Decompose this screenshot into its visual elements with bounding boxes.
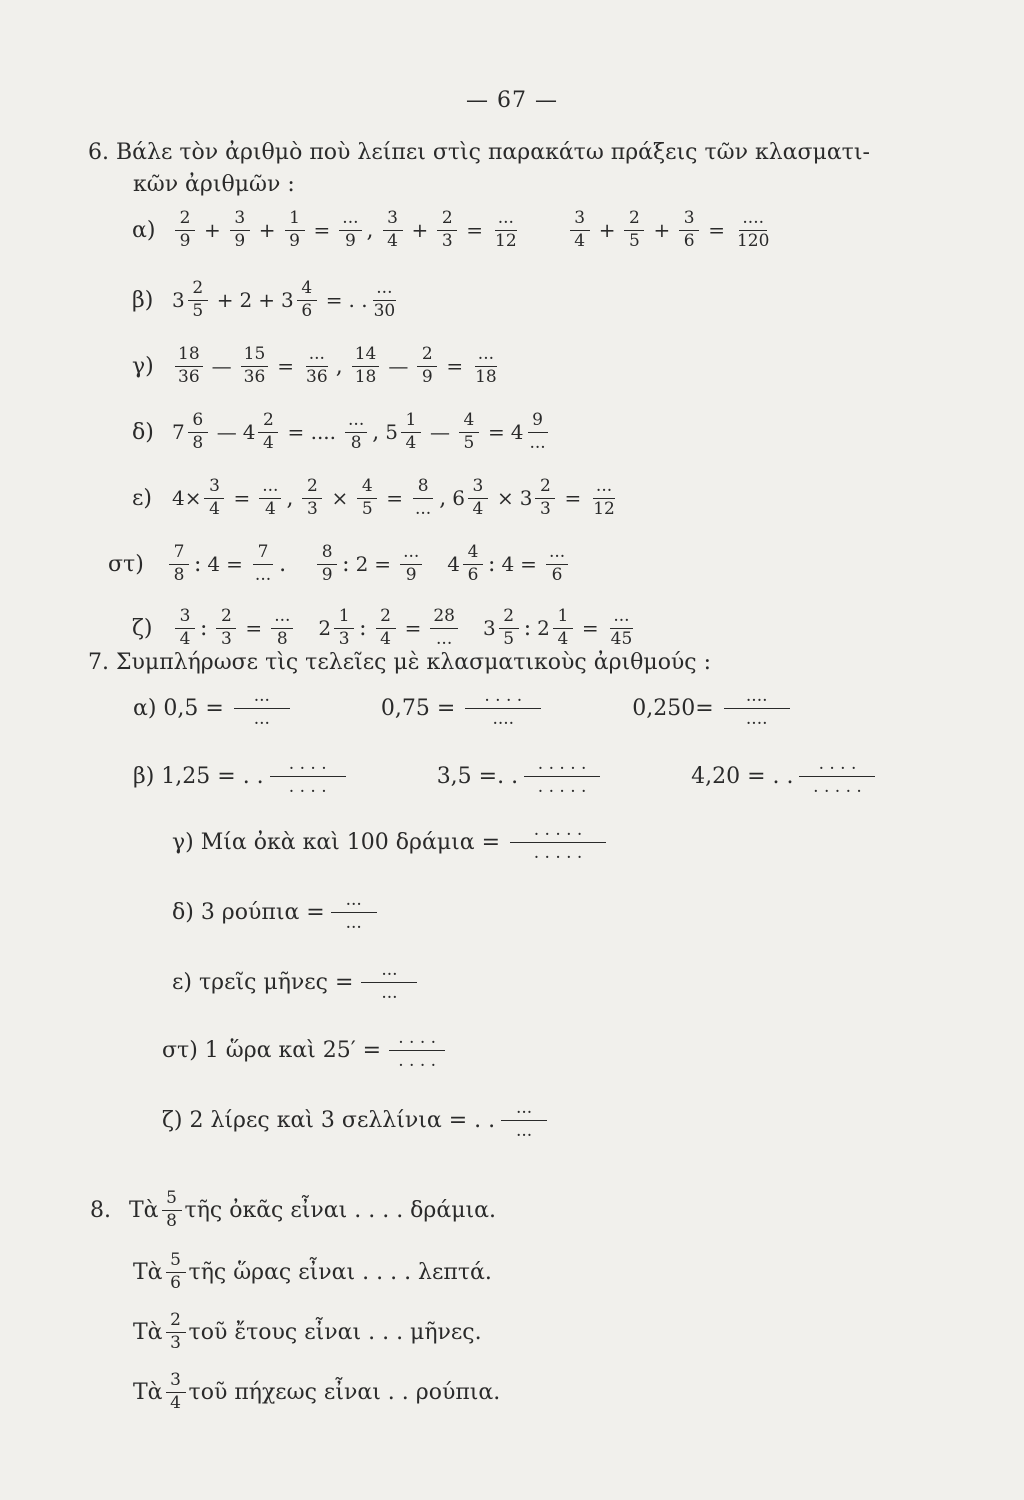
fraction-blank: $\frac{...}{...}$ <box>331 892 377 933</box>
fraction-blank: $\frac{...}{...}$ <box>234 688 290 729</box>
fraction: $\frac{4}{6}$ <box>297 280 317 321</box>
fraction: $\frac{6}{8}$ <box>188 412 208 453</box>
fraction: $\frac{3}{9}$ <box>230 210 250 251</box>
fraction: $\frac{5}{6}$ <box>166 1252 186 1293</box>
fraction: $\frac{2}{3}$ <box>302 478 322 519</box>
fraction-blank: $\frac{...}{45}$ <box>610 606 633 649</box>
fraction: $\frac{18}{36}$ <box>175 346 203 387</box>
fraction-blank: $\frac{. . . .}{....}$ <box>465 688 541 729</box>
fraction-blank: $\frac{...}{30}$ <box>373 278 396 321</box>
page-number: — 67 — <box>466 88 558 113</box>
fraction: $\frac{4}{6}$ <box>463 544 483 585</box>
fraction: $\frac{4}{5}$ <box>459 412 479 453</box>
fraction-blank: $\frac{. . . . .}{. . . . .}$ <box>510 822 606 863</box>
fraction: $\frac{2}{5}$ <box>188 280 208 321</box>
fraction-blank: $\frac{...}{9}$ <box>400 544 422 585</box>
fraction: $\frac{3}{4}$ <box>383 210 403 251</box>
q7-row-d: δ) 3 ρούπια = $\frac{...}{...}$ <box>172 892 380 933</box>
q6-row-z: ζ) $\frac{3}{4}$ : $\frac{2}{3}$ = $\frac{...}{8}$ 2 $\frac{1}{3}$ : $\frac{2}{4}$ = $\frac{28}{...}$ 3 $\frac{2}{5}$ : 2 $\frac{1}{4}$ = $\frac{...}{45}$ <box>132 608 638 649</box>
q6-row-b: β) 3 $\frac{2}{5}$ + 2 + 3 $\frac{4}{6}$ = . . $\frac{...}{30}$ <box>132 280 401 321</box>
fraction: $\frac{8}{9}$ <box>317 544 337 585</box>
fraction: $\frac{5}{8}$ <box>162 1190 182 1231</box>
fraction-blank: $\frac{....}{....}$ <box>724 688 790 729</box>
fraction: $\frac{2}{9}$ <box>417 346 437 387</box>
fraction: $\frac{1}{4}$ <box>553 608 573 649</box>
label-d: δ) <box>132 419 154 445</box>
fraction: $\frac{3}{4}$ <box>468 478 488 519</box>
label-e: ε) <box>132 485 152 511</box>
fraction-blank: $\frac{. . . .}{. . . .}$ <box>270 756 346 797</box>
q6-row-st: στ) $\frac{7}{8}$ : 4 = $\frac{7}{...}$ . $\frac{8}{9}$ : 2 = $\frac{...}{9}$ 4 $\frac{4}{6}$ : 4 = $\frac{...}{6}$ <box>108 544 571 585</box>
q7-row-b: β) 1,25 = . . $\frac{. . . .}{. . . .}$ 3,5 =. . $\frac{. . . . .}{. . . . .}$ 4,20 = . . $\frac{. . . .}{. . . . .}$ <box>133 756 878 797</box>
fraction: $\frac{1}{4}$ <box>401 412 421 453</box>
q7-row-st: στ) 1 ὥρα καὶ 25′ = $\frac{. . . .}{. . . .}$ <box>162 1030 448 1071</box>
fraction: $\frac{2}{4}$ <box>376 608 396 649</box>
fraction-blank: $\frac{. . . .}{. . . . .}$ <box>799 756 875 797</box>
q7-row-z: ζ) 2 λίρες καὶ 3 σελλίνια = . . $\frac{...}{...}$ <box>162 1100 550 1141</box>
fraction-blank: $\frac{...}{12}$ <box>495 208 517 251</box>
q7-row-a: α) 0,5 = $\frac{...}{...}$ 0,75 = $\frac{. . . .}{....}$ 0,250= $\frac{....}{....}$ <box>133 688 793 729</box>
label-c: γ) <box>132 353 154 379</box>
fraction: $\frac{15}{36}$ <box>241 346 269 387</box>
fraction: $\frac{3}{4}$ <box>175 608 195 649</box>
fraction-blank: $\frac{28}{...}$ <box>430 608 458 649</box>
fraction-blank: $\frac{...}{9}$ <box>339 210 361 251</box>
fraction-blank: $\frac{...}{...}$ <box>501 1100 547 1141</box>
fraction-blank: $\frac{...}{6}$ <box>546 544 568 585</box>
q7-row-c: γ) Μία ὀκὰ καὶ 100 δράμια = $\frac{. . . . .}{. . . . .}$ <box>172 822 609 863</box>
fraction-blank: $\frac{...}{18}$ <box>475 344 497 387</box>
q6-row-c: γ) $\frac{18}{36}$ — $\frac{15}{36}$ = $\frac{...}{36}$ , $\frac{14}{18}$ — $\frac{2}{9}$ = $\frac{...}{18}$ <box>132 346 503 387</box>
fraction: $\frac{3}{4}$ <box>166 1372 186 1413</box>
q6-title-line2: κῶν ἀριθμῶν : <box>133 172 295 197</box>
q8-item-4: Τὰ $\frac{3}{4}$ τοῦ πήχεως εἶναι . . ρούπια. <box>133 1370 501 1413</box>
fraction-blank: $\frac{9}{...}$ <box>529 410 546 453</box>
fraction: $\frac{2}{3}$ <box>216 608 236 649</box>
fraction-blank: $\frac{. . . . .}{. . . . .}$ <box>524 756 600 797</box>
label-st: στ) <box>108 551 144 577</box>
label-b: β) <box>132 287 154 313</box>
label-a: α) <box>132 217 156 243</box>
q6-row-a: α) $\frac{2}{9}$ + $\frac{3}{9}$ + $\frac{1}{9}$ = $\frac{...}{9}$ , $\frac{3}{4}$ + $\frac{2}{3}$ = $\frac{...}{12}$ $\frac{3}{4}$ + $\frac{2}{5}$ + $\frac{3}{6}$ = $\frac{....}{120}$ <box>132 210 775 251</box>
fraction: $\frac{3}{4}$ <box>570 210 590 251</box>
fraction-blank: $\frac{...}{8}$ <box>345 412 367 453</box>
fraction-blank: $\frac{. . . .}{. . . .}$ <box>389 1030 445 1071</box>
q6-row-d: δ) 7 $\frac{6}{8}$ — 4 $\frac{2}{4}$ = .... $\frac{...}{8}$ , 5 $\frac{1}{4}$ — $\frac{4}{5}$ = 4 $\frac{9}{...}$ <box>132 412 552 453</box>
fraction-blank: $\frac{...}{36}$ <box>306 344 328 387</box>
fraction: $\frac{1}{3}$ <box>334 608 354 649</box>
q7-title: 7. Συμπλήρωσε τὶς τελεῖες μὲ κλασματικοὺς ἀριθμούς : <box>88 650 712 675</box>
fraction-blank: $\frac{8}{...}$ <box>415 476 432 519</box>
fraction: $\frac{2}{3}$ <box>437 210 457 251</box>
fraction-blank: $\frac{...}{8}$ <box>271 608 293 649</box>
fraction: $\frac{3}{4}$ <box>204 478 224 519</box>
fraction-blank: $\frac{....}{120}$ <box>736 208 770 251</box>
fraction: $\frac{2}{5}$ <box>624 210 644 251</box>
fraction: $\frac{7}{8}$ <box>169 544 189 585</box>
fraction: $\frac{2}{4}$ <box>258 412 278 453</box>
fraction-blank: $\frac{...}{4}$ <box>259 478 281 519</box>
fraction: $\frac{2}{9}$ <box>175 210 195 251</box>
fraction: $\frac{3}{6}$ <box>679 210 699 251</box>
q6-title-line1: 6. Βάλε τὸν ἀριθμὸ ποὺ λείπει στὶς παρακάτω πράξεις τῶν κλασματι- <box>88 140 870 165</box>
fraction: $\frac{1}{9}$ <box>285 210 305 251</box>
fraction-blank: $\frac{7}{...}$ <box>254 542 272 585</box>
q8-item-1: 8. Τὰ $\frac{5}{8}$ τῆς ὀκᾶς εἶναι . . . . δράμια. <box>90 1188 496 1231</box>
fraction-blank: $\frac{...}{12}$ <box>593 476 615 519</box>
q8-item-2: Τὰ $\frac{5}{6}$ τῆς ὥρας εἶναι . . . . λεπτά. <box>133 1250 492 1293</box>
fraction: $\frac{2}{3}$ <box>166 1312 186 1353</box>
q6-row-e: ε) 4× $\frac{3}{4}$ = $\frac{...}{4}$ , $\frac{2}{3}$ × $\frac{4}{5}$ = $\frac{8}{...}$ , 6 $\frac{3}{4}$ × 3 $\frac{2}{3}$ = $\frac{...}{12}$ <box>132 478 621 519</box>
fraction: $\frac{4}{5}$ <box>357 478 377 519</box>
fraction: $\frac{2}{3}$ <box>535 478 555 519</box>
fraction: $\frac{2}{5}$ <box>499 608 519 649</box>
label-z: ζ) <box>132 615 153 641</box>
fraction-blank: $\frac{...}{...}$ <box>361 962 417 1003</box>
fraction: $\frac{14}{18}$ <box>352 346 380 387</box>
q7-row-e: ε) τρεῖς μῆνες = $\frac{...}{...}$ <box>172 962 420 1003</box>
q8-item-3: Τὰ $\frac{2}{3}$ τοῦ ἔτους εἶναι . . . μῆνες. <box>133 1310 482 1353</box>
